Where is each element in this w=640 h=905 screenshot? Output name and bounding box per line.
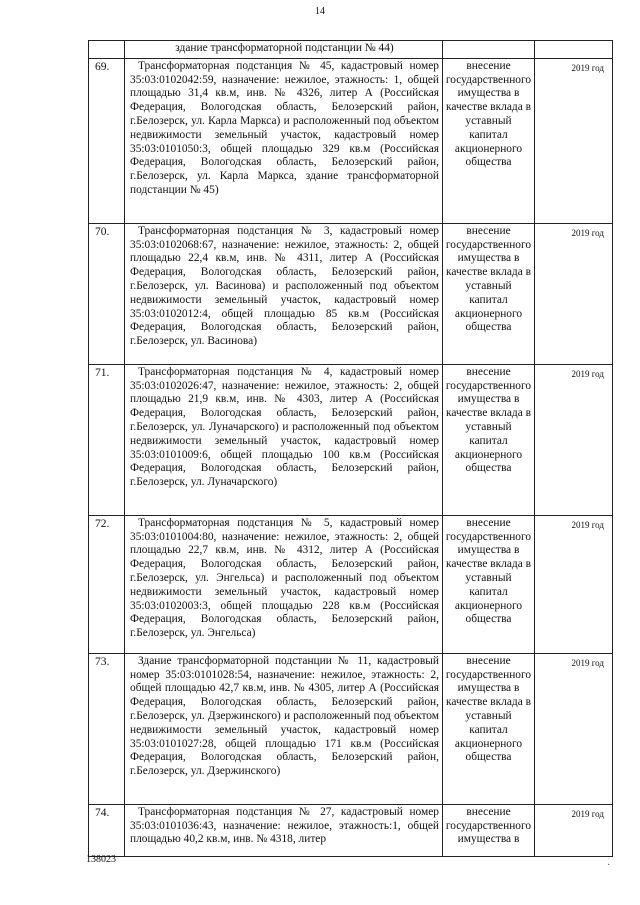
table-row <box>89 364 613 515</box>
table-row <box>89 515 613 653</box>
privatization-method: внесение государственного имущества в <box>445 805 532 846</box>
footer-mark: · <box>607 860 611 871</box>
table-row-continuation <box>89 41 613 59</box>
privatization-method: внесение государственного имущества в качестве вклада в уставный капитал акционерного общества <box>445 59 532 169</box>
property-description: Трансформаторная подстанция № 4, кадастровый номер 35:03:0102026:47, назначение: нежилое, этажность: 2, общей площадью 21,9 кв.м, инв. № 4303, литер А (Российская Федерация, Вологодская область, Белозерский район, г.Белозерск, ул. Луначарского) и расположенный под объектом недвижимости земельный участок, кадастровый номер 35:03:0101009:6, общей площадью 100 кв.м (Российская Федерация, Вологодская область, Белозерский район, г.Белозерск, ул. Луначарского) <box>130 365 439 489</box>
privatization-year: 2019 год <box>571 368 604 379</box>
page-number: 14 <box>315 6 325 17</box>
description-cell <box>125 41 443 59</box>
row-number: 69. <box>95 60 110 73</box>
table-row <box>89 223 613 364</box>
privatization-year: 2019 год <box>571 227 604 238</box>
row-number: 73. <box>95 655 110 668</box>
table-row <box>89 653 613 804</box>
method-cell <box>443 41 535 59</box>
privatization-method: внесение государственного имущества в качестве вклада в уставный капитал акционерного общества <box>445 654 532 764</box>
property-description: Трансформаторная подстанция № 3, кадастровый номер 35:03:0102068:67, назначение: нежилое, этажность: 2, общей площадью 22,4 кв.м, инв. № 4311, литер А (Российская Федерация, Вологодская область, Белозерский район, г.Белозерск, ул. Васинова) и расположенный под объектом недвижимости земельный участок, кадастровый номер 35:03:0102012:4, общей площадью 85 кв.м (Российская Федерация, Вологодская область, Белозерский район, г.Белозерск, ул. Васинова) <box>130 224 439 348</box>
table-row <box>89 58 613 223</box>
row-number-cell <box>89 41 125 59</box>
property-description: Здание трансформаторной подстанции № 11, кадастровый номер 35:03:0101028:54, назначение: нежилое, этажность: 2, общей площадью 42,7 кв.м, инв. № 4305, литер А (Российская Федерация, Вологодская область, Белозерский район, г.Белозерск, ул. Дзержинского) и расположенный под объектом недвижимости земельный участок, кадастровый номер 35:03:0101027:28, общей площадью 171 кв.м (Российская Федерация, Вологодская область, Белозерский район, г.Белозерск, ул. Дзержинского) <box>130 654 439 778</box>
privatization-method: внесение государственного имущества в качестве вклада в уставный капитал акционерного общества <box>445 516 532 626</box>
year-cell <box>535 41 613 59</box>
row-number: 72. <box>95 517 110 530</box>
privatization-year: 2019 год <box>571 657 604 668</box>
privatization-method: внесение государственного имущества в качестве вклада в уставный капитал акционерного общества <box>445 365 532 475</box>
privatization-year: 2019 год <box>571 519 604 530</box>
property-description: Трансформаторная подстанция № 27, кадастровый номер 35:03:0101036:43, назначение: нежилое, этажность:1, общей площадью 40,2 кв.м, инв. № 4318, литер <box>130 805 439 846</box>
document-code: 138023 <box>86 854 116 865</box>
privatization-year: 2019 год <box>571 62 604 73</box>
privatization-year: 2019 год <box>571 808 604 819</box>
row-number: 74. <box>95 806 110 819</box>
row-number: 71. <box>95 366 110 379</box>
property-description: Трансформаторная подстанция № 45, кадастровый номер 35:03:0102042:59, назначение: нежилое, этажность: 1, общей площадью 31,4 кв.м, инв. № 4326, литер А (Российская Федерация, Вологодская область, Белозерский район, г.Белозерск, ул. Карла Маркса) и расположенный под объектом недвижимости земельный участок, кадастровый номер 35:03:0101050:3, общей площадью 329 кв.м (Российская Федерация, Вологодская область, Белозерский район, г.Белозерск, ул. Карла Маркса, здание трансформаторной подстанции № 45) <box>130 59 439 196</box>
table-row <box>89 804 613 856</box>
property-description: Трансформаторная подстанция № 5, кадастровый номер 35:03:0101004:80, назначение: нежилое, этажность: 2, общей площадью 22,7 кв.м, инв. № 4312, литер А (Российская Федерация, Вологодская область, Белозерский район, г.Белозерск, ул. Энгельса) и расположенный под объектом недвижимости земельный участок, кадастровый номер 35:03:0102003:3, общей площадью 228 кв.м (Российская Федерация, Вологодская область, Белозерский район, г.Белозерск, ул. Энгельса) <box>130 516 439 640</box>
privatization-method: внесение государственного имущества в качестве вклада в уставный капитал акционерного общества <box>445 224 532 334</box>
property-table <box>88 40 613 857</box>
continuation-text: здание трансформаторной подстанции № 44) <box>175 42 394 54</box>
row-number: 70. <box>95 225 110 238</box>
